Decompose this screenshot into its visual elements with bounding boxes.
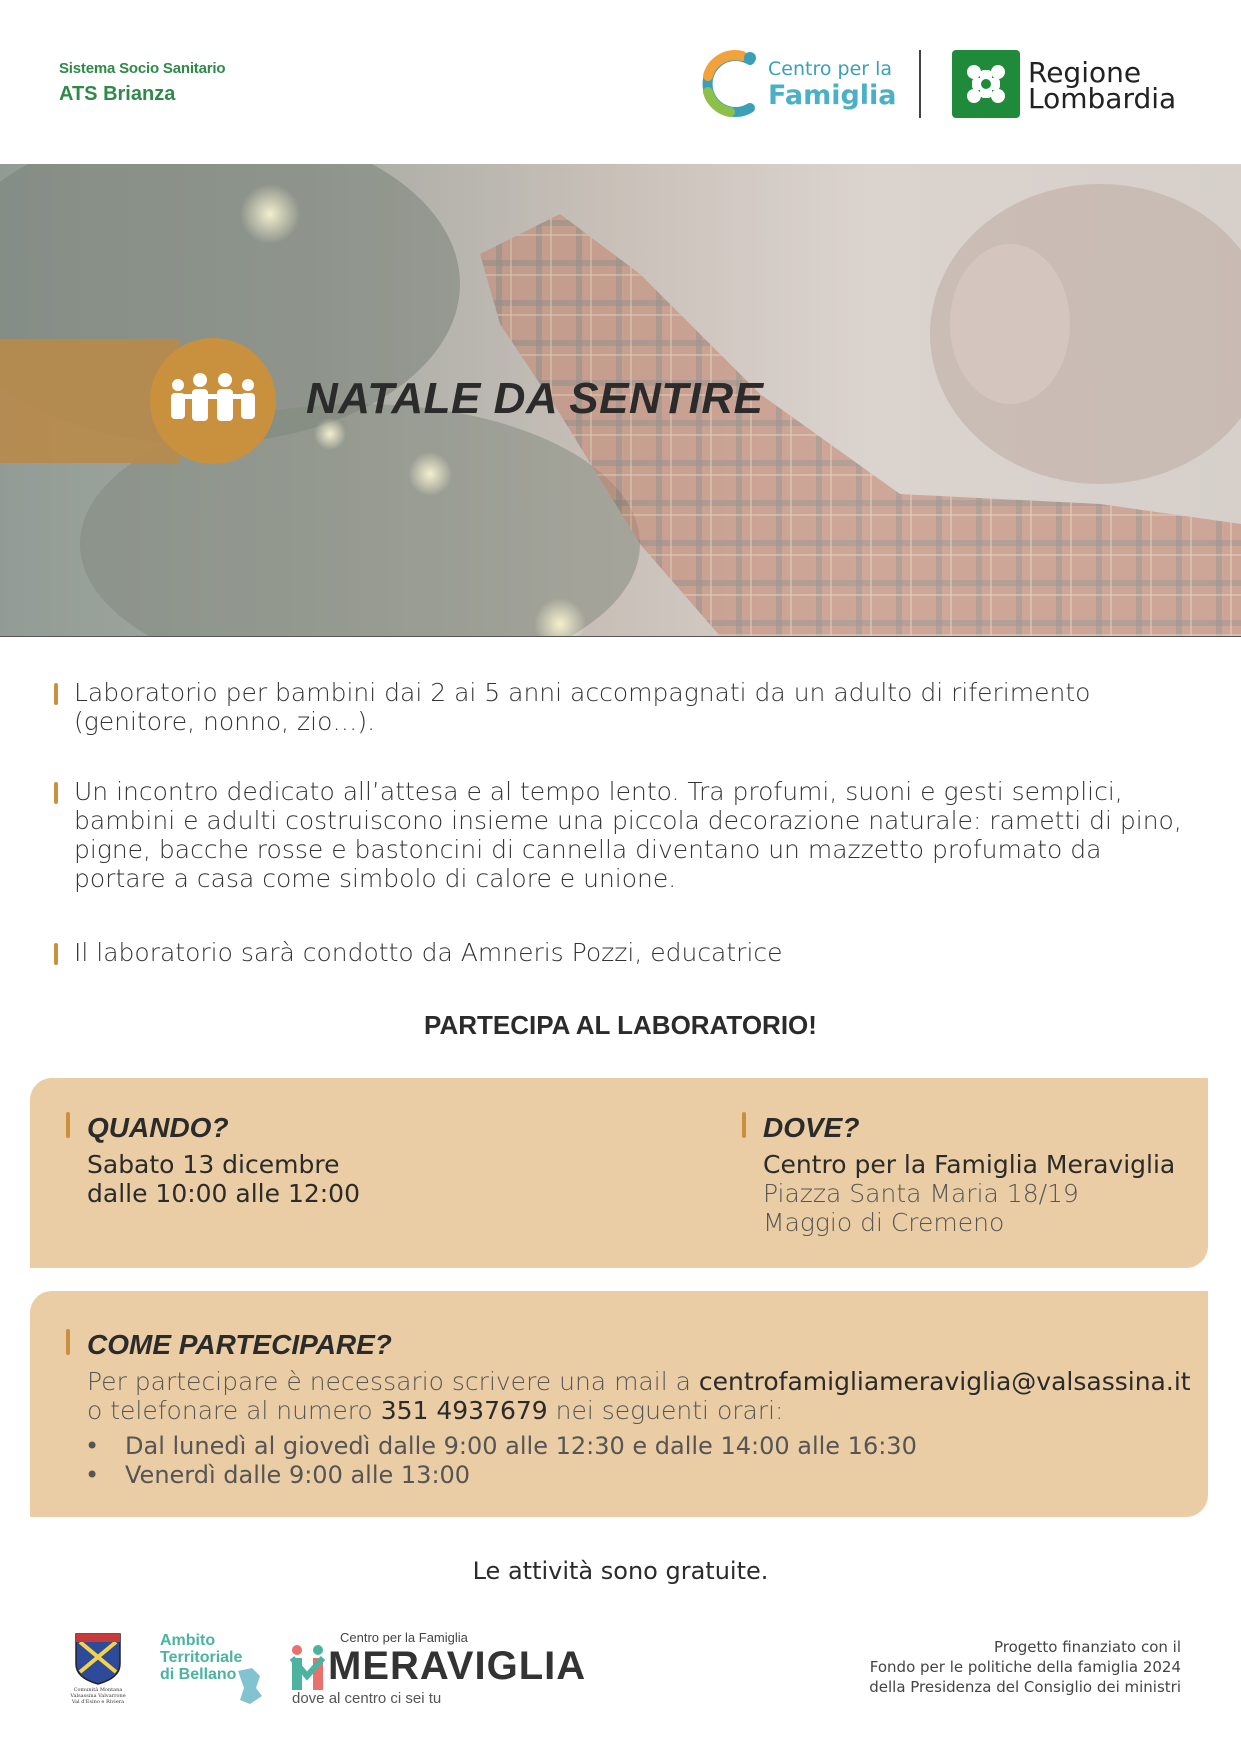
- educator-paragraph: Il laboratorio sarà condotto da Amneris Pozzi, educatrice: [74, 938, 1184, 967]
- crest-caption-2: Valsassina Valvarrone: [70, 1693, 126, 1699]
- how-line1: [87, 1367, 1191, 1396]
- fund-line2: Fondo per le politiche della famiglia 2024: [869, 1658, 1181, 1676]
- fund-line3: della Presidenza del Consiglio dei ministri: [869, 1678, 1181, 1696]
- call-to-action: PARTECIPA AL LABORATORIO!: [424, 1010, 817, 1040]
- mera-small-text: Centro per la Famiglia: [340, 1630, 468, 1645]
- ambito-bellano-logo: [160, 1632, 270, 1704]
- ambito-line1: Ambito: [160, 1632, 216, 1649]
- description-paragraph: Un incontro dedicato all’attesa e al tempo lento. Tra profumi, suoni e gesti semplici, bambini e adulti costruiscono insieme una piccola decorazione naturale: rametti di pino, pigne, bacche rosse e bastoncini di cannella diventano un mazzetto profumato da portare a casa come simbolo di calore e unione.: [74, 777, 1184, 893]
- ambito-map-icon: [228, 1666, 268, 1706]
- when-time: dalle 10:00 alle 12:00: [87, 1179, 360, 1208]
- hero-title: NATALE DA SENTIRE: [306, 374, 764, 423]
- bullet-dot: •: [85, 1461, 100, 1489]
- contact-phone[interactable]: 351 4937679: [380, 1396, 548, 1425]
- ambito-line2: Territoriale: [160, 1649, 243, 1666]
- how-line2: [87, 1396, 783, 1425]
- regione-line1: Regione: [1028, 56, 1142, 89]
- centro-famiglia-c-icon: [700, 46, 762, 122]
- hero-divider: [0, 636, 1241, 637]
- where-town: Maggio di Cremeno: [763, 1208, 1005, 1237]
- where-address: Piazza Santa Maria 18/19: [763, 1179, 1079, 1208]
- meraviglia-logo: [288, 1626, 587, 1707]
- mera-tagline: dove al centro ci sei tu: [292, 1690, 442, 1707]
- hours-fri: Venerdì dalle 9:00 alle 13:00: [125, 1461, 471, 1489]
- how-line2-suffix: nei seguenti orari:: [547, 1396, 784, 1425]
- how-marker: [66, 1329, 70, 1355]
- where-venue: Centro per la Famiglia Meraviglia: [763, 1150, 1176, 1179]
- ats-line1: Sistema Socio Sanitario: [59, 60, 226, 77]
- centro-famiglia-logo: [700, 46, 900, 122]
- where-heading: DOVE?: [763, 1112, 860, 1143]
- funding-note: [869, 1637, 1181, 1697]
- hero-banner: [0, 164, 1241, 636]
- crest-caption-1: Comunità Montana: [73, 1687, 123, 1693]
- bullet-dot: •: [85, 1432, 100, 1460]
- how-line2-text: o telefonare al numero: [87, 1396, 381, 1425]
- when-marker: [66, 1112, 70, 1138]
- when-where-box: [30, 1078, 1208, 1268]
- how-to-participate-box: [30, 1291, 1208, 1517]
- regione-rose-icon: [952, 50, 1020, 118]
- free-activities-note: Le attività sono gratuite.: [472, 1557, 769, 1585]
- crest-caption-3: Val d'Esino e Riviera: [71, 1699, 125, 1705]
- family-icon: [150, 338, 276, 464]
- ats-brianza-logo: [59, 60, 225, 106]
- hero-badge: [150, 338, 276, 464]
- header-divider: [919, 50, 921, 118]
- hours-mon-thu: Dal lunedì al giovedì dalle 9:00 alle 12:30 e dalle 14:00 alle 16:30: [125, 1432, 917, 1460]
- when-date: Sabato 13 dicembre: [87, 1150, 340, 1179]
- cpf-line1: Centro per la: [768, 58, 893, 80]
- cpf-line2: Famiglia: [768, 80, 897, 111]
- how-heading: COME PARTECIPARE?: [87, 1329, 392, 1360]
- regione-line2: Lombardia: [1028, 82, 1177, 115]
- fund-line1: Progetto finanziato con il: [993, 1638, 1181, 1656]
- comunita-montana-crest: [58, 1630, 138, 1708]
- intro-paragraph: Laboratorio per bambini dai 2 ai 5 anni accompagnati da un adulto di riferimento (genitore, nonno, zio…).: [74, 678, 1184, 736]
- where-marker: [742, 1112, 746, 1138]
- ats-line2: ATS Brianza: [59, 83, 176, 105]
- ambito-line3: di Bellano: [160, 1666, 237, 1683]
- mera-big-text: MERAVIGLIA: [328, 1644, 587, 1688]
- crest-icon: [58, 1630, 138, 1708]
- contact-email[interactable]: centrofamigliameraviglia@valsassina.it: [698, 1367, 1191, 1396]
- when-heading: QUANDO?: [87, 1112, 229, 1143]
- how-line1-text: Per partecipare è necessario scrivere una mail a: [87, 1367, 699, 1396]
